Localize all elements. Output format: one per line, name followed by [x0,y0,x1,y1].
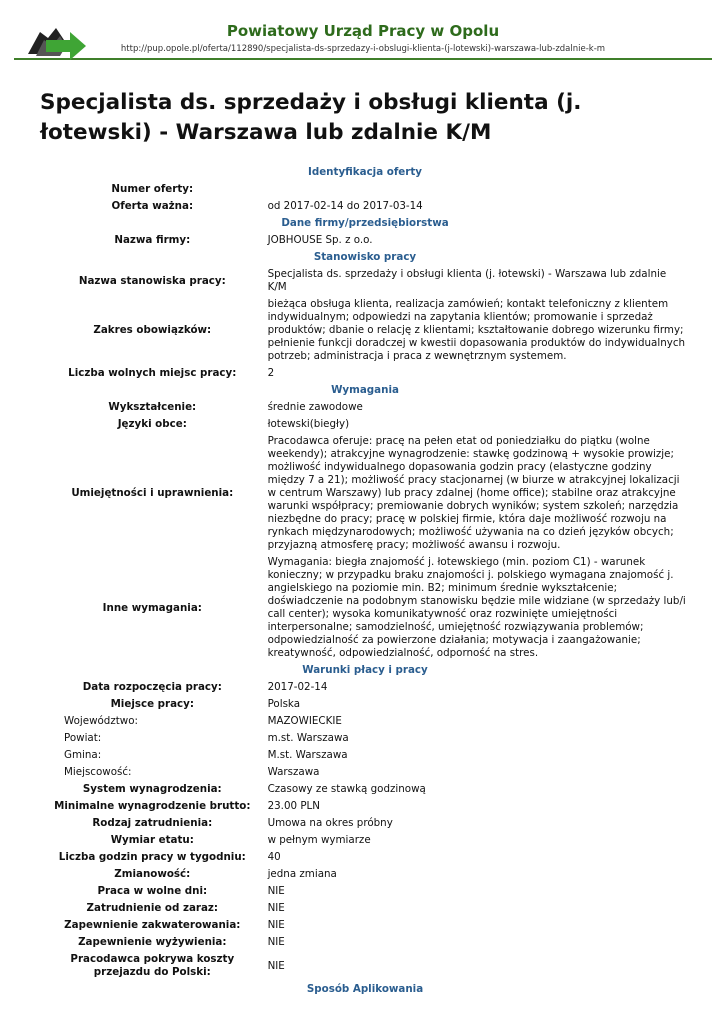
offer-row [40,849,690,866]
field-label: Praca w wolne dni: [97,885,208,897]
offer-row [40,433,690,554]
offer-row [40,232,690,249]
field-label: System wynagrodzenia: [82,783,222,795]
section-header-row [40,249,690,266]
field-value: łotewski(biegły) [267,418,350,430]
field-value: od 2017-02-14 do 2017-03-14 [267,200,423,212]
field-label: Województwo: [64,715,138,727]
offer-row [40,883,690,900]
field-label: Zatrudnienie od zaraz: [86,902,219,914]
section-header-row [40,662,690,679]
offer-row [40,934,690,951]
field-label: Oferta ważna: [111,200,194,212]
offer-row [40,713,690,730]
offer-row [40,798,690,815]
field-label: Zakres obowiązków: [93,324,212,336]
job-title: Specjalista ds. sprzedaży i obsługi klienta (j. łotewski) - Warszawa lub zdalnie K/M [40,90,582,145]
offer-row [40,764,690,781]
site-url[interactable]: http://pup.opole.pl/oferta/112890/specjalista-ds-sprzedazy-i-obslugi-klienta-(j-lotewski)-warszawa-lub-zdalnie-k-m [120,44,606,54]
section-title: Identyfikacja oferty [308,166,422,178]
field-value: Czasowy ze stawką godzinową [267,783,426,795]
section-header-row [40,981,690,998]
offer-row [40,416,690,433]
offer-row [40,815,690,832]
offer-row [40,679,690,696]
offer-table [40,164,690,998]
offer-row [40,365,690,382]
field-label: Umiejętności i uprawnienia: [71,487,234,499]
section-header-row [40,382,690,399]
offer-row [40,866,690,883]
offer-row [40,900,690,917]
field-label: Zapewnienie zakwaterowania: [64,919,241,931]
field-label: Nazwa firmy: [114,234,191,246]
field-value: 23.00 PLN [267,800,320,812]
field-value: jedna zmiana [267,868,337,880]
field-value: średnie zawodowe [267,401,363,413]
field-value: Polska [267,698,301,710]
section-title: Warunki płacy i pracy [302,664,428,676]
field-label: Wykształcenie: [108,401,197,413]
field-value: 2 [267,367,275,379]
section-title: Wymagania [331,384,399,396]
offer-row [40,747,690,764]
field-value: NIE [267,902,285,914]
field-value [265,181,690,198]
field-label: Powiat: [64,732,102,744]
offer-row [40,951,690,981]
field-value: NIE [267,959,285,972]
field-label: Liczba wolnych miejsc pracy: [68,367,237,379]
field-value: Warszawa [267,766,320,778]
offer-row [40,917,690,934]
field-value: Specjalista ds. sprzedaży i obsługi klienta (j. łotewski) - Warszawa lub zdalnie K/M [267,268,667,293]
field-label: Numer oferty: [111,183,194,195]
page-header [14,18,712,60]
field-value: JOBHOUSE Sp. z o.o. [267,234,373,246]
field-label: Liczba godzin pracy w tygodniu: [58,851,246,863]
section-header-row [40,164,690,181]
field-label: Inne wymagania: [102,601,202,614]
field-value: NIE [267,936,285,948]
offer-row [40,781,690,798]
field-value: bieżąca obsługa klienta, realizacja zamówień; kontakt telefoniczny z klientem indywidualnym; odpowiedzi na zapytania klientów; promowanie i sprzedaż produktów; dbanie o relację z klientami; kształtowanie dobrego wizerunku firmy; pełnienie funkcji doradczej w kwestii dopasowania produktów do indywidualnych potrzeb; administracja i praca z wewnętrznym systemem. [267,298,686,362]
field-value: Umowa na okres próbny [267,817,393,829]
field-label: Nazwa stanowiska pracy: [78,274,226,287]
field-value: m.st. Warszawa [267,732,349,744]
field-label: Zapewnienie wyżywienia: [78,936,227,948]
section-title: Stanowisko pracy [313,251,417,263]
field-value: M.st. Warszawa [267,749,348,761]
section-header-row [40,215,690,232]
field-label: Miejscowość: [64,766,132,778]
section-title: Dane firmy/przedsiębiorstwa [281,217,449,229]
field-value: Pracodawca oferuje: pracę na pełen etat od poniedziałku do piątku (wolne weekendy); atrakcyjne wynagrodzenie: stawkę godzinową + wysokie prowizje; możliwość indywidualnego dopasowania godzin pracy (elastyczne godziny między 7 a 21); możliwość pracy stacjonarnej (w biurze w atrakcyjnej lokalizacji w centrum Warszawy) lub pracy zdalnej (home office); stabilne oraz atrakcyjne warunki współpracy; premiowanie dobrych wyników; system szkoleń; narzędzia niezbędne do pracy; pracę w polskiej firmie, która daje możliwość rozwoju na rynkach międzynarodowych; możliwość używania na co dzień języków obcych; przyjazną atmosferę pracy; możliwość awansu i rozwoju. [267,435,680,551]
offer-row [40,198,690,215]
field-label: Data rozpoczęcia pracy: [82,681,222,693]
offer-row [40,296,690,365]
offer-row [40,554,690,662]
site-title: Powiatowy Urząd Pracy w Opolu [226,22,500,40]
field-value: w pełnym wymiarze [267,834,371,846]
field-value: NIE [267,919,285,931]
field-label: Wymiar etatu: [110,834,194,846]
field-value: MAZOWIECKIE [267,715,342,727]
field-label: Języki obce: [117,418,187,430]
section-title: Sposób Aplikowania [306,983,424,995]
field-label: Rodzaj zatrudnienia: [92,817,213,829]
offer-row [40,266,690,296]
field-label: Minimalne wynagrodzenie brutto: [54,800,251,812]
field-value: 40 [267,851,281,863]
field-value: 2017-02-14 [267,681,328,693]
field-value: Wymagania: biegła znajomość j. łotewskiego (min. poziom C1) - warunek konieczny; w przypadku braku znajomości j. polskiego wymagana znajomość j. angielskiego na poziomie min. B2; minimum średnie wykształcenie; doświadczenie na podobnym stanowisku będzie mile widziane (w sprzedaży lub/i call center); wysoka komunikatywność oraz rozwinięte umiejętności interpersonalne; samodzielność, umiejętność rozwiązywania problemów; odpowiedzialność za powierzone działania; motywacja i zaangażowanie; kreatywność, odpowiedzialność, odporność na stres. [267,556,686,659]
offer-row [40,181,690,198]
field-label: Miejsce pracy: [110,698,194,710]
field-label: Zmianowość: [114,868,191,880]
offer-row [40,832,690,849]
offer-row [40,730,690,747]
offer-row [40,399,690,416]
field-label: Gmina: [64,749,102,761]
offer-row [40,696,690,713]
field-label: Pracodawca pokrywa koszty przejazdu do Polski: [70,953,235,978]
field-value: NIE [267,885,285,897]
